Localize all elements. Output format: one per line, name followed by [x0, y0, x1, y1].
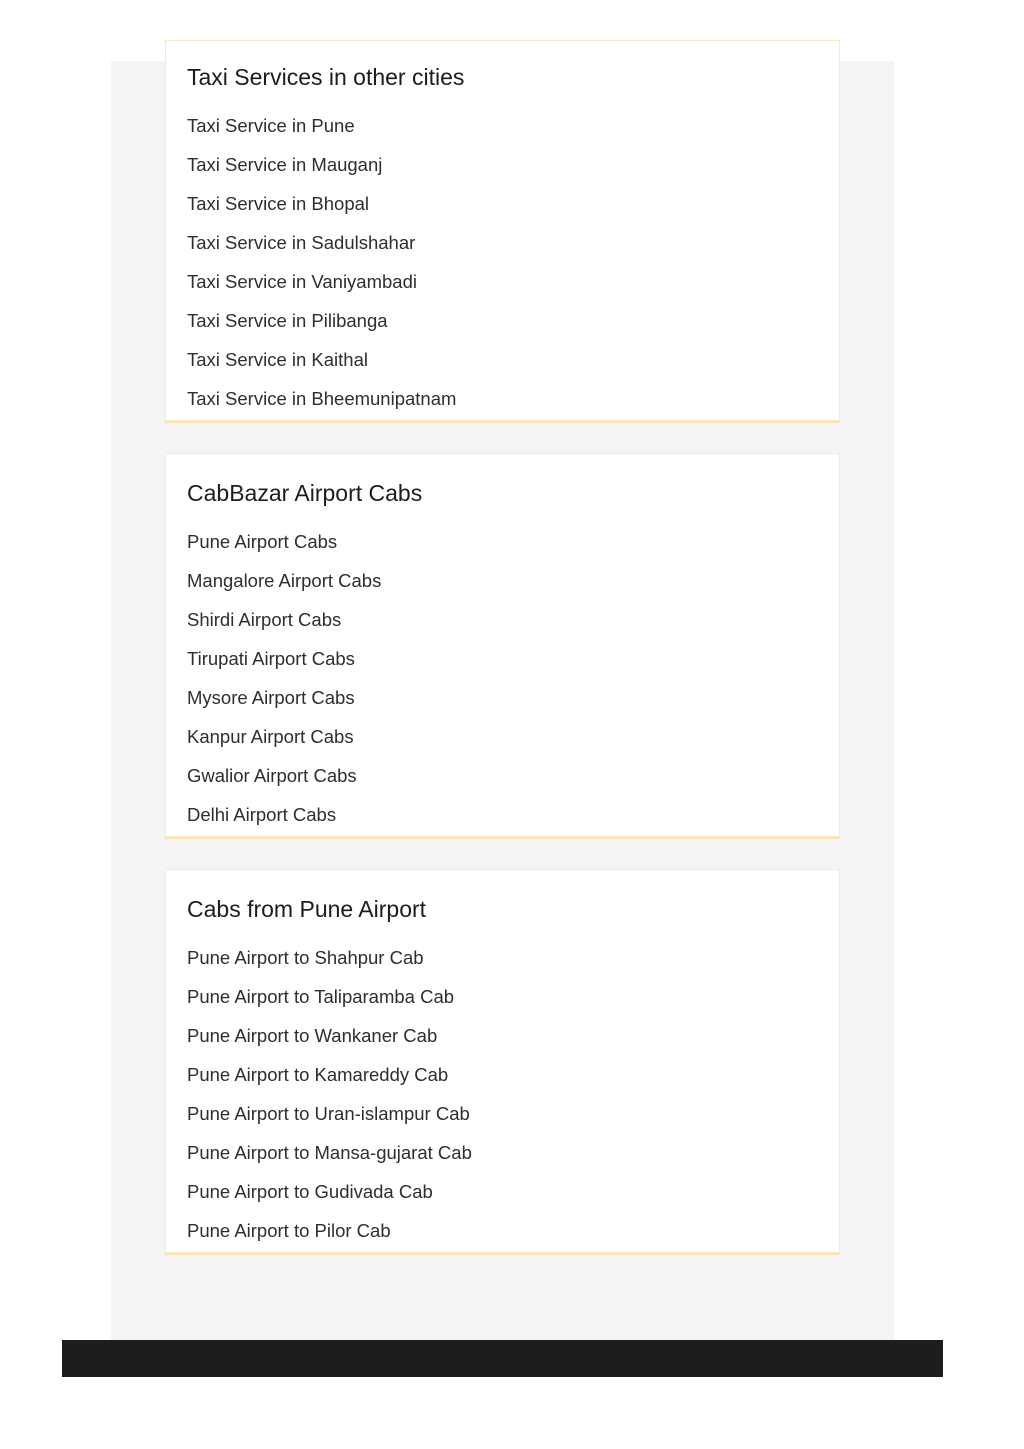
list-item[interactable]	[187, 600, 818, 639]
route-link[interactable]: Pune Airport to Wankaner Cab	[187, 1025, 438, 1046]
airport-link[interactable]: Kanpur Airport Cabs	[187, 726, 354, 747]
city-link[interactable]: Taxi Service in Vaniyambadi	[187, 271, 417, 292]
list-item[interactable]	[187, 184, 818, 223]
list-item[interactable]	[187, 756, 818, 795]
list-item[interactable]	[187, 301, 818, 340]
route-link[interactable]: Pune Airport to Gudivada Cab	[187, 1181, 433, 1202]
route-link[interactable]: Pune Airport to Uran-islampur Cab	[187, 1103, 470, 1124]
list-item[interactable]	[187, 717, 818, 756]
city-link[interactable]: Taxi Service in Pune	[187, 115, 355, 136]
footer-bar	[62, 1340, 943, 1377]
route-link[interactable]: Pune Airport to Shahpur Cab	[187, 947, 424, 968]
list-item[interactable]	[187, 106, 818, 145]
route-link[interactable]: Pune Airport to Mansa-gujarat Cab	[187, 1142, 472, 1163]
route-link[interactable]: Pune Airport to Pilor Cab	[187, 1220, 391, 1241]
list-item[interactable]	[187, 1094, 818, 1133]
route-link-list	[187, 938, 818, 1250]
airport-link-list	[187, 522, 818, 834]
list-item[interactable]	[187, 561, 818, 600]
list-item[interactable]	[187, 977, 818, 1016]
airport-link[interactable]: Mysore Airport Cabs	[187, 687, 355, 708]
city-link[interactable]: Taxi Service in Bheemunipatnam	[187, 388, 457, 409]
pune-airport-cabs-card	[165, 869, 840, 1253]
list-item[interactable]	[187, 223, 818, 262]
card-title: Cabs from Pune Airport	[187, 896, 427, 922]
other-cities-card	[165, 40, 840, 421]
list-item[interactable]	[187, 340, 818, 379]
list-item[interactable]	[187, 262, 818, 301]
city-link-list	[187, 106, 818, 418]
list-item[interactable]	[187, 938, 818, 977]
airport-link[interactable]: Delhi Airport Cabs	[187, 804, 337, 825]
list-item[interactable]	[187, 379, 818, 418]
city-link[interactable]: Taxi Service in Kaithal	[187, 349, 368, 370]
list-item[interactable]	[187, 639, 818, 678]
list-item[interactable]	[187, 1172, 818, 1211]
route-link[interactable]: Pune Airport to Taliparamba Cab	[187, 986, 455, 1007]
city-link[interactable]: Taxi Service in Bhopal	[187, 193, 370, 214]
card-title: Taxi Services in other cities	[187, 64, 465, 90]
list-item[interactable]	[187, 1211, 818, 1250]
route-link[interactable]: Pune Airport to Kamareddy Cab	[187, 1064, 449, 1085]
card-title: CabBazar Airport Cabs	[187, 480, 423, 506]
airport-link[interactable]: Gwalior Airport Cabs	[187, 765, 357, 786]
city-link[interactable]: Taxi Service in Mauganj	[187, 154, 383, 175]
list-item[interactable]	[187, 522, 818, 561]
list-item[interactable]	[187, 678, 818, 717]
city-link[interactable]: Taxi Service in Pilibanga	[187, 310, 388, 331]
airport-cabs-card	[165, 453, 840, 837]
airport-link[interactable]: Shirdi Airport Cabs	[187, 609, 342, 630]
airport-link[interactable]: Pune Airport Cabs	[187, 531, 338, 552]
list-item[interactable]	[187, 1055, 818, 1094]
list-item[interactable]	[187, 1133, 818, 1172]
airport-link[interactable]: Tirupati Airport Cabs	[187, 648, 355, 669]
list-item[interactable]	[187, 1016, 818, 1055]
city-link[interactable]: Taxi Service in Sadulshahar	[187, 232, 416, 253]
list-item[interactable]	[187, 795, 818, 834]
list-item[interactable]	[187, 145, 818, 184]
airport-link[interactable]: Mangalore Airport Cabs	[187, 570, 382, 591]
